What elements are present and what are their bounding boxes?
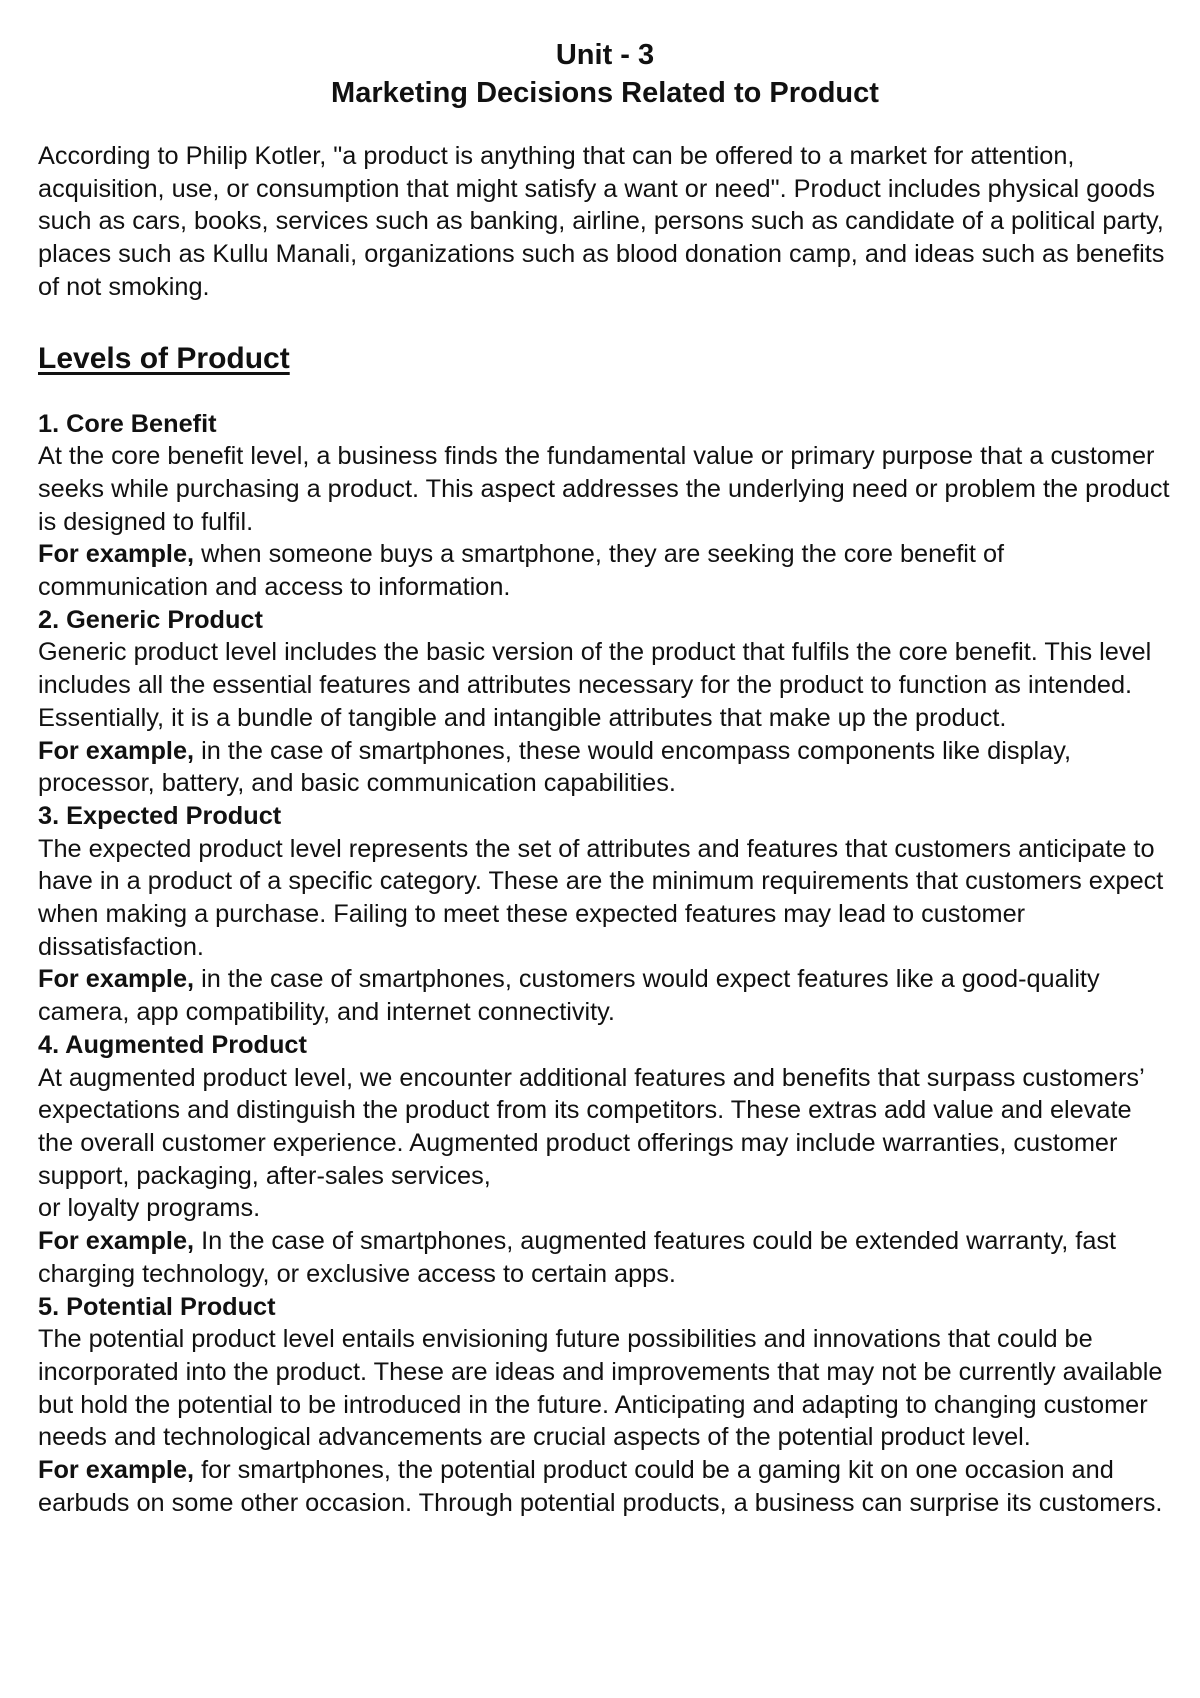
level-example (38, 538, 1172, 603)
unit-label: Unit - 3 (555, 39, 655, 71)
level-description: The expected product level represents the set of attributes and features that customers anticipate to have in a product of a specific category. These are the minimum requirements that customers expect when making a purchase. Failing to meet these expected features may lead to customer dissatisfaction. (38, 834, 1164, 961)
document-page (38, 36, 1172, 1519)
level-example (38, 963, 1172, 1028)
example-label: For example, (38, 540, 195, 569)
level-item (38, 1029, 1172, 1291)
level-example (38, 1454, 1172, 1519)
example-text: when someone buys a smartphone, they are seeking the core benefit of communication and access to information. (38, 540, 1005, 602)
example-label: For example, (38, 1456, 195, 1485)
level-example (38, 735, 1172, 800)
intro-paragraph: According to Philip Kotler, "a product is anything that can be offered to a market for attention, acquisition, use, or consumption that might satisfy a want or need". Product includes physical goods such as cars, books, services such as banking, airline, persons such as candidate of a political party, places such as Kullu Manali, organizations such as blood donation camp, and ideas such as benefits of not smoking. (38, 142, 1165, 301)
example-label: For example, (38, 736, 195, 765)
example-text: for smartphones, the potential product could be a gaming kit on one occasion and earbuds on some other occasion. Through potential products, a business can surprise its customers. (38, 1456, 1163, 1517)
level-heading: 2. Generic Product (38, 605, 263, 634)
level-description: Generic product level includes the basic version of the product that fulfils the core benefit. This level includes all the essential features and attributes necessary for the product to function as intended. Essentially, it is a bundle of tangible and intangible attributes that make up the product. (38, 638, 1152, 732)
example-text: In the case of smartphones, augmented features could be extended warranty, fast charging technology, or exclusive access to certain apps. (38, 1227, 1117, 1288)
level-description-continued: or loyalty programs. (38, 1194, 261, 1223)
example-label: For example, (38, 965, 195, 994)
example-label: For example, (38, 1227, 195, 1256)
levels-list (38, 408, 1172, 1520)
level-description: The potential product level entails envisioning future possibilities and innovations that could be incorporated into the product. These are ideas and improvements that may not be currently available but hold the potential to be introduced in the future. Anticipating and adapting to changing customer needs and technological advancements are crucial aspects of the potential product level. (38, 1325, 1163, 1452)
level-heading: 4. Augmented Product (38, 1030, 307, 1059)
level-item (38, 1291, 1172, 1520)
section-heading: Levels of Product (38, 341, 290, 375)
level-description: At the core benefit level, a business finds the fundamental value or primary purpose that a customer seeks while purchasing a product. This aspect addresses the underlying need or problem the product is designed to fulfil. (38, 442, 1170, 536)
level-item (38, 604, 1172, 800)
example-text: in the case of smartphones, customers would expect features like a good-quality camera, app compatibility, and internet connectivity. (38, 965, 1100, 1027)
level-item (38, 800, 1172, 1029)
level-item (38, 408, 1172, 604)
level-heading: 5. Potential Product (38, 1292, 276, 1321)
title-block (38, 36, 1172, 112)
page-title: Marketing Decisions Related to Product (331, 77, 879, 109)
level-heading: 3. Expected Product (38, 801, 282, 830)
level-heading: 1. Core Benefit (38, 409, 217, 438)
example-text: in the case of smartphones, these would encompass components like display, processor, battery, and basic communication capabilities. (38, 736, 1072, 798)
level-example (38, 1225, 1172, 1290)
level-description: At augmented product level, we encounter additional features and benefits that surpass customers’ expectations and distinguish the product from its competitors. These extras add value and elevate the overall customer experience. Augmented product offerings may include warranties, customer support, packaging, after-sales services, (38, 1063, 1144, 1190)
